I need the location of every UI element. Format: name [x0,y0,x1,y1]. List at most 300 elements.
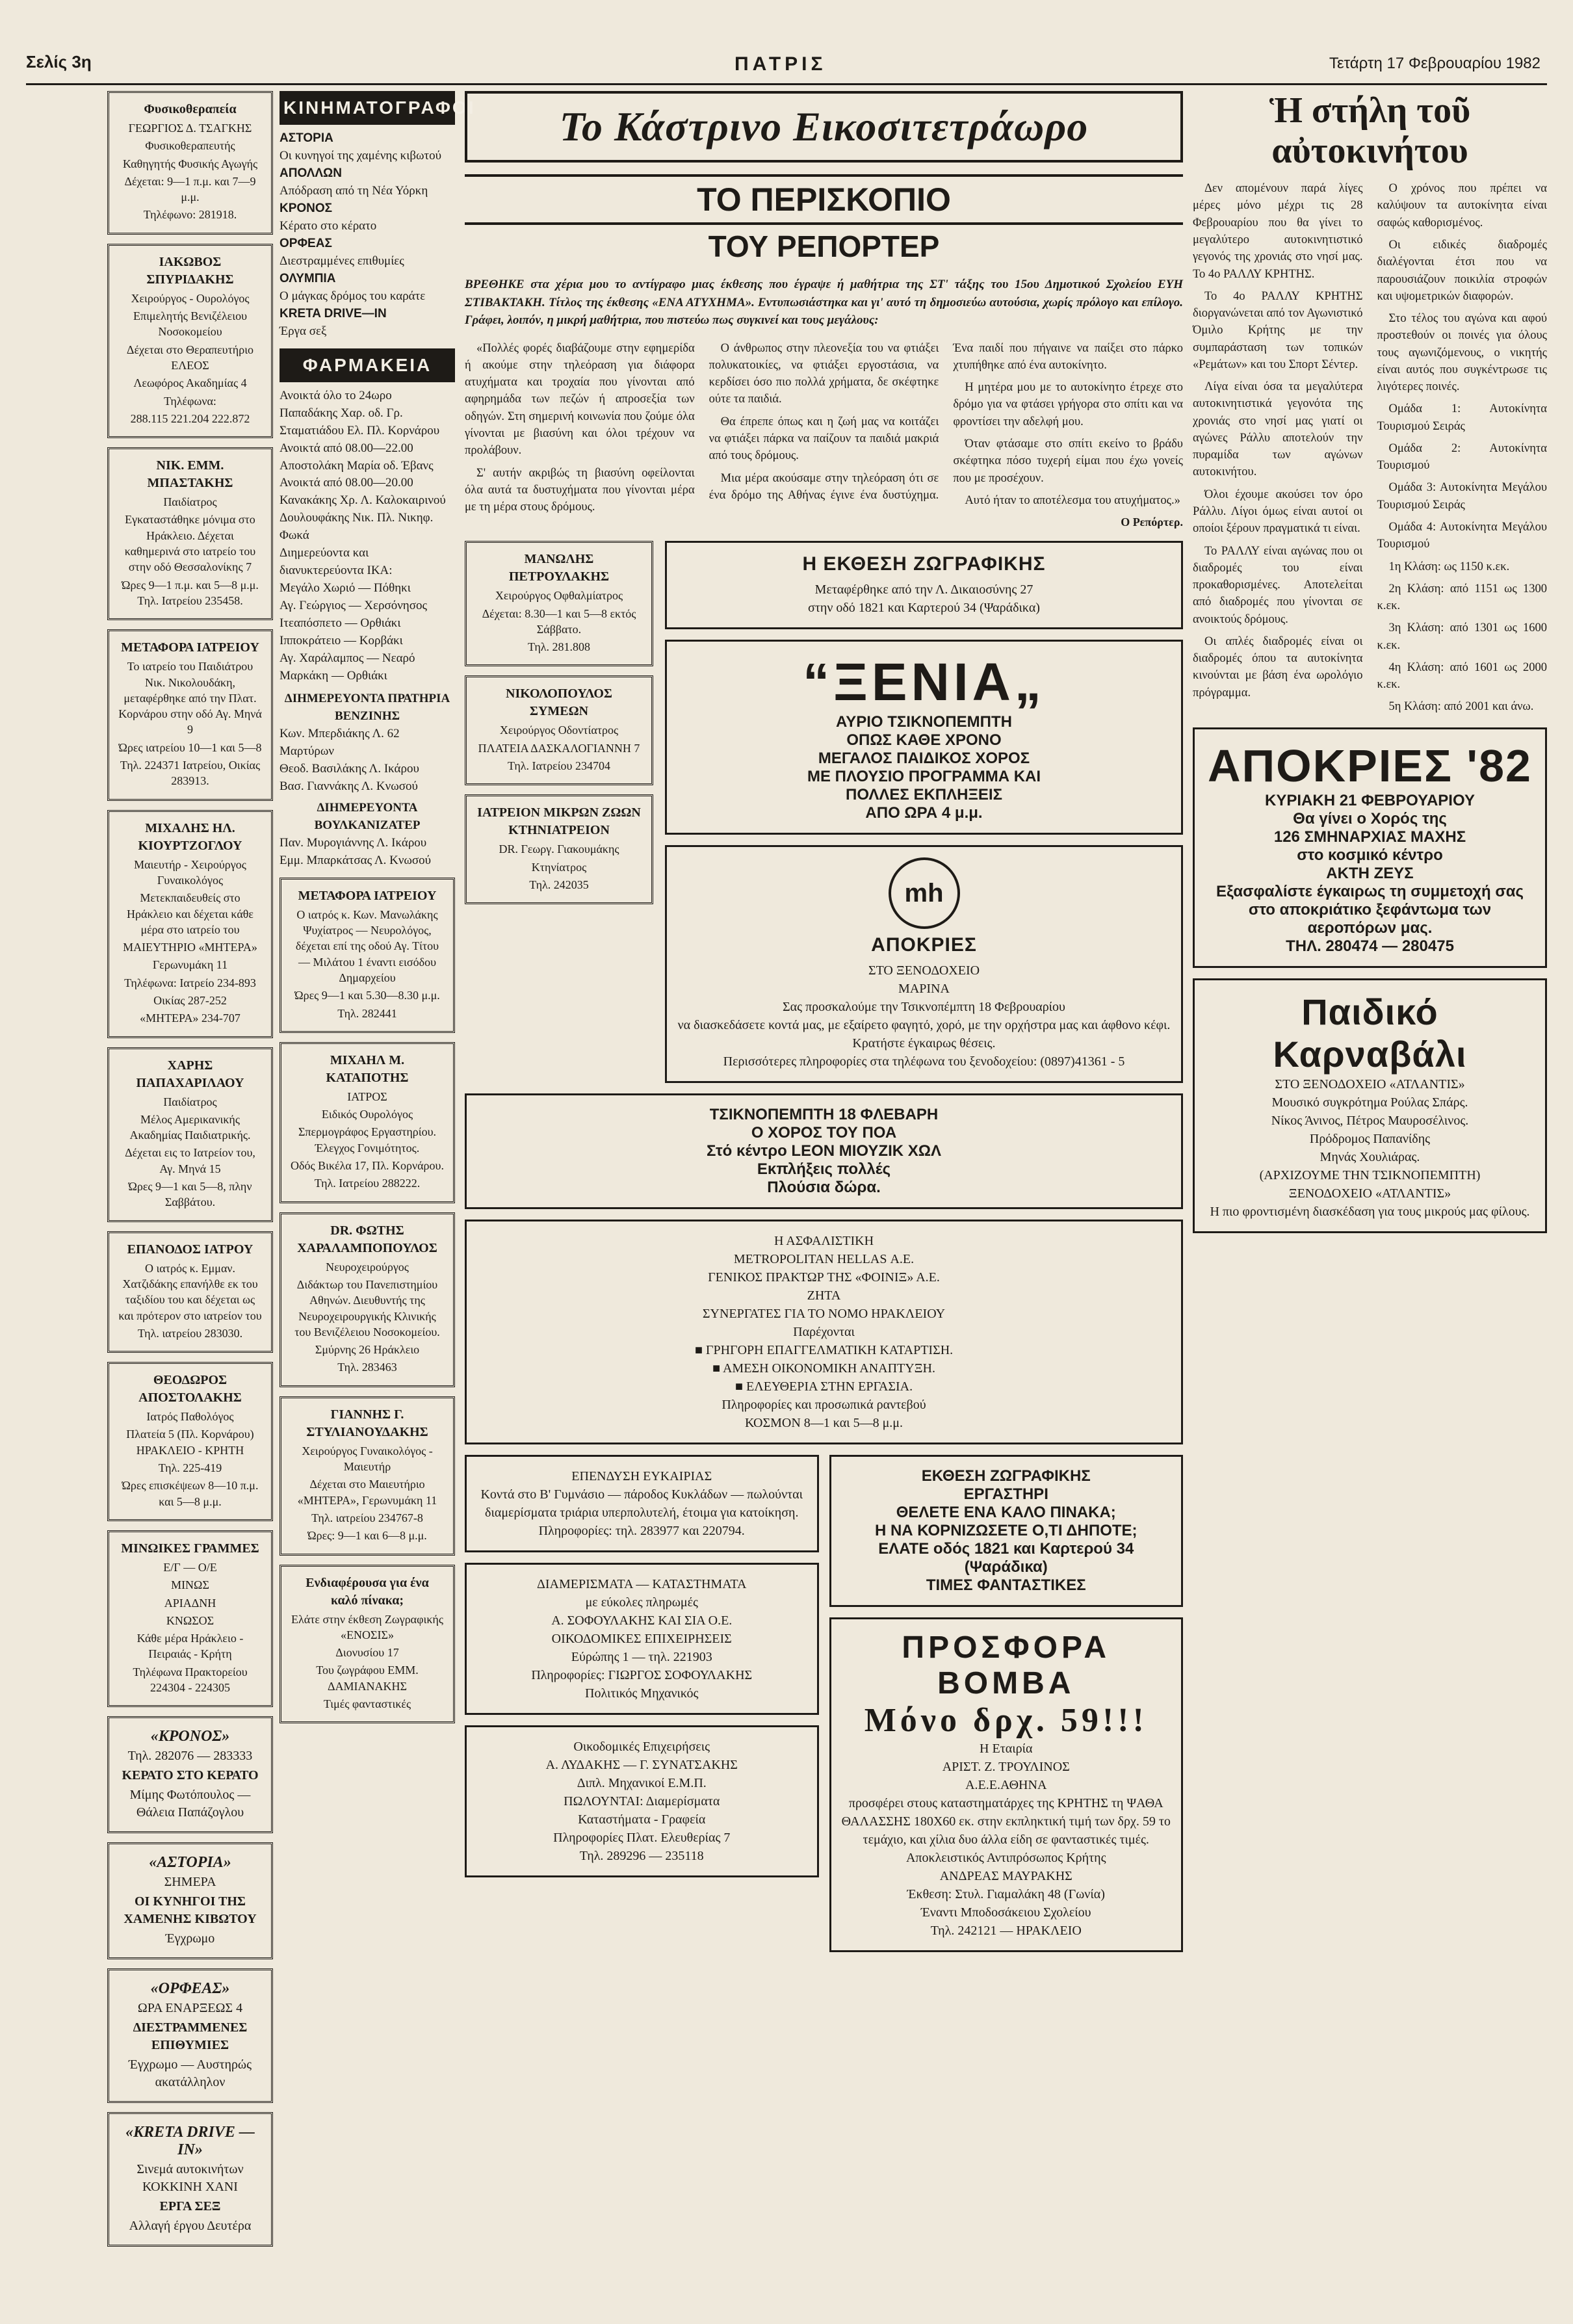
text-line: Τηλ. ιατρείου 234767-8 [311,1511,423,1524]
text-line: Ο άνθρωπος στην πλεονεξία του να φτιάξει πολυκατοικίες, να φτιάξει εργοστάσια, να κερδίσει όσο πιο πολλά χρήματα, δε σκέφτηκε ούτε τα παιδιά. [708,341,939,406]
metropolitan-ad [465,1220,1183,1444]
text-line: Δέχεται στο Μαιευτήριο «ΜΗΤΕΡΑ», Γερωνυμάκη 11 [297,1478,437,1507]
doctor-box [280,1042,455,1203]
text-line: 126 ΣΜΗΝΑΡΧΙΑΣ ΜΑΧΗΣ [1273,828,1466,846]
text-line: ΣΤΟ ΞΕΝΟΔΟΧΕΙΟ «ΑΤΛΑΝΤΙΣ» [1275,1077,1465,1091]
cinema-name: ΑΣΤΟΡΙΑ [280,131,333,145]
text-line: Ώρες επισκέψεων 8—10 π.μ. και 5—8 μ.μ. [122,1479,259,1508]
vulcan-title: ΔΙΗΜΕΡΕΥΟΝΤΑ ΒΟΥΛΚΑΝΙΖΑΤΕΡ [314,800,421,832]
car-column-title: Ἡ στήλη τοῦ αὐτοκινήτου [1269,90,1471,171]
text-line: Χειρούργος Οδοντίατρος [499,724,619,737]
text-line: Εύρώπης 1 — τηλ. 221903 [571,1650,712,1665]
text-line: Ομάδα 1: Αυτοκίνητα Τουρισμού Σειράς [1377,402,1547,433]
text-line: Πρόδρομος Παπανίδης [1309,1131,1431,1146]
cinema-ad-film: ΚΕΡΑΤΟ ΣΤΟ ΚΕΡΑΤΟ [122,1768,259,1783]
text-line: Γερωνυμάκη 11 [152,958,228,972]
cinema-ad-sub: Τηλ. 282076 — 283333 [127,1749,253,1764]
text-line: Έναντι Μποδοσάκειου Σχολείου [920,1905,1091,1920]
notice-title: ΝΙΚ. ΕΜΜ. ΜΠΑΣΤΑΚΗΣ [147,458,233,491]
center-right-ads [665,541,1183,1093]
periscope-title: ΤΟ ΠΕΡΙΣΚΟΠΙΟ [465,174,1183,225]
text-line: με εύκολες πληρωμές [585,1595,698,1610]
text-line: ΙΑΤΡΟΣ [347,1090,387,1103]
text-line: Καταστήματα - Γραφεία [578,1812,706,1827]
text-line: 5η Κλάση: από 2001 και άνω. [1388,700,1534,714]
text-line: Ανοικτά από 08.00—22.00 [280,441,413,455]
xenia-title: “ΞΕΝΙΑ„ [803,653,1045,712]
text-line: Παπαδάκης Χαρ. οδ. Γρ. Σταματιάδου Ελ. Πλ. Κορνάρου [280,406,440,437]
xenia-ad [665,640,1183,835]
pharmacy-list [280,387,455,685]
text-line: Οδός Βικέλα 17, Πλ. Κορνάρου. [291,1159,444,1173]
text-line: Όλοι έχουμε ακούσει τον όρο Ράλλυ. Λίγοι όμως είναι αυτοί οι οποίοι ξέρουν πραγματικά τι είναι. [1193,488,1363,536]
text-line: Αποστολάκη Μαρία οδ. Έβανς [280,458,434,473]
ekthesi2-ad [829,1455,1184,1607]
text-line: να διασκεδάσετε κοντά μας, με εξαίρετο φαγητό, χορό, με την ορχήστρα μας και άφθονο κέφι. [677,1018,1171,1033]
text-line: «Πολλές φορές διαβάζουμε στην εφημερίδα ή ακούμε στην τηλεόραση για διάφορα ατυχήματα και τροχαία που γίνονται από αφηρημάδα των πεζών ή απροσεξία των οδηγών. Στη σημερινή κοινωνία που ζούμε όλα γίνονται με βιασύνη και όλοι τρέχουν να προλάβουν. [465,341,695,458]
text-line: Ώρες 9—1 και 5.30—8.30 μ.μ. [294,989,440,1002]
banner-title: Το Κάστρινο Εικοσιτετράωρο [559,103,1089,150]
text-line: ΓΕΩΡΓΙΟΣ Δ. ΤΣΑΓΚΗΣ [128,122,252,135]
text-line: Τηλ. 242121 — ΗΡΑΚΛΕΙΟ [930,1924,1082,1939]
second-column [280,91,476,1732]
text-line: ΕΠΕΝΔΥΣΗ ΕΥΚΑΙΡΙΑΣ [571,1469,712,1484]
vulcan-list [280,835,455,870]
notice-box [107,244,273,438]
text-line: Δέχεται: 9—1 π.μ. και 7—9 μ.μ. [124,174,256,204]
mid-ad-name: ΝΙΚΟΛΟΠΟΥΛΟΣ ΣΥΜΕΩΝ [506,686,612,719]
mid-ad-box [465,541,653,666]
text-line: ■ ΑΜΕΣΗ ΟΙΚΟΝΟΜΙΚΗ ΑΝΑΠΤΥΞΗ. [712,1361,935,1376]
text-line: ΑΚΤΗ ΖΕΥΣ [1326,864,1414,882]
text-line: ΜΙΝΩΣ [171,1578,209,1592]
text-line: Τηλέφωνο: 281918. [143,208,237,222]
text-line: Μουσικό συγκρότημα Ρούλας Σπάρς. [1271,1095,1468,1110]
cinema-ad-film: ΔΙΕΣΤΡΑΜΜΕΝΕΣ ΕΠΙΘΥΜΙΕΣ [133,2020,248,2053]
right-column [1193,91,1547,1244]
marina-logo: mh [889,857,960,929]
text-line: Η μητέρα μου με το αυτοκίνητο έτρεχε στο δρόμο για να φτάσει γρήγορα στο σπίτι και να φροντίσει την αδελφή μου. [953,381,1183,428]
text-line: 2η Κλάση: από 1151 ως 1300 κ.εκ. [1377,582,1547,613]
apokries82-ad [1193,727,1547,968]
cinema-list [280,130,455,341]
doctor-title: ΓΙΑΝΝΗΣ Γ. ΣΤΥΛΙΑΝΟΥΔΑΚΗΣ [306,1407,428,1439]
periscope-heading [465,174,1183,264]
doctor-title: Ενδιαφέρουσα για ένα καλό πίνακα; [306,1575,429,1608]
text-line: Σπερμογράφος Εργαστηρίου. Έλεγχος Γονιμότητος. [298,1125,437,1155]
text-line: Μηνάς Χουλιάρας. [1320,1149,1420,1164]
doctor-title: DR. ΦΩΤΗΣ ΧΑΡΑΛΑΜΠΟΠΟΥΛΟΣ [297,1223,437,1255]
marina-title: ΑΠΟΚΡΙΕΣ [871,934,977,956]
text-line: Τηλ. Ιατρείου 234704 [508,759,610,773]
cinema-ad-sub: ΩΡΑ ΕΝΑΡΞΕΩΣ 4 [137,2001,243,2016]
cinema-ad-cast: Μίμης Φωτόπουλος — Θάλεια Παπάζογλου [129,1788,251,1820]
text-line: Μαιευτήρ - Χειρούργος Γυναικολόγος [134,857,246,887]
text-line: Βασ. Γιαννάκης Λ. Κνωσού [280,779,418,793]
text-line: ΠΩΛΟΥΝΤΑΙ: Διαμερίσματα [564,1794,720,1809]
text-line: Οι απλές διαδρομές είναι οι διαδρομές όπου τα αυτοκίνητα κινούνται με βάση ένα ωρολόγιο πρόγραμμα. [1193,634,1363,699]
cinema-ad-film: ΟΙ ΚΥΝΗΓΟΙ ΤΗΣ ΧΑΜΕΝΗΣ ΚΙΒΩΤΟΥ [124,1894,257,1927]
cinema-name: ΚΡΟΝΟΣ [280,201,333,215]
text-line: Εξασφαλίστε έγκαιρως τη συμμετοχή σας [1216,882,1524,900]
text-line: Τηλ. ιατρείου 283030. [137,1326,243,1340]
apokries82-title: ΑΠΟΚΡΙΕΣ '82 [1208,740,1532,791]
ekthesi-ad [665,541,1183,629]
cinema-film: Έργα σεξ [280,324,327,338]
text-line: Λίγα είναι όσα τα μεγαλύτερα αυτοκινητιστικά γεγονότα της χρονιάς στο νησί μας γιατί οι αγώνες Ράλλυ αποτελούν την πυραμίδα των αγώνων αυτοκινήτου. [1193,380,1363,479]
text-line: ΣΤΟ ΞΕΝΟΔΟΧΕΙΟ [868,963,980,978]
text-line: Τιμές φανταστικές [323,1697,411,1710]
text-line: ΕΛΑΤΕ οδός 1821 και Καρτερού 34 [878,1540,1134,1558]
article-signature: Ο Ρεπόρτερ. [1121,516,1183,529]
diamerismata-ad [465,1563,819,1715]
marina-ad [665,845,1183,1083]
text-line: Τηλέφωνα: [164,394,216,408]
cinema-ad-title: «KRETA DRIVE — IN» [125,2124,255,2159]
text-line: Περισσότερες πληροφορίες στα τηλέφωνα του ξενοδοχείου: (0897)41361 - 5 [723,1054,1125,1069]
mid-ad-box [465,794,653,904]
text-line: Τηλ. 225-419 [158,1461,222,1475]
text-line: Φυσικοθεραπευτής [145,139,235,153]
text-line: Θα έπρεπε όπως και η ζωή μας να κοιτάζει να φτιάξει πάρκα να παίζουν τα παιδιά μακριά από τους δρόμους. [708,415,939,463]
text-line: 4η Κλάση: από 1601 ως 2000 κ.εκ. [1377,660,1547,692]
text-line: Δέχεται στο Θεραπευτήριο ΕΛΕΟΣ [126,343,254,372]
text-line: Στό κέντρο LEON ΜΙΟΥΖΙΚ ΧΩΛ [706,1142,942,1160]
doctor-title: ΜΙΧΑΗΛ Μ. ΚΑΤΑΠΟΤΗΣ [326,1052,409,1085]
text-line: Αποκλειστικός Αντιπρόσωπος Κρήτης [905,1851,1106,1866]
fuel-title: ΔΙΗΜΕΡΕΥΟΝΤΑ ΠΡΑΤΗΡΙΑ ΒΕΝΖΙΝΗΣ [284,692,450,724]
text-line: Χειρούργος Γυναικολόγος - Μαιευτήρ [302,1444,433,1474]
text-line: ΕΚΘΕΣΗ ΖΩΓΡΑΦΙΚΗΣ [921,1467,1091,1485]
cinema-film: Κέρατο στο κέρατο [280,218,377,233]
text-line: DR. Γεωργ. Γιακουμάκης [499,842,619,856]
fuel-list [280,725,455,796]
notice-title: ΘΕΟΔΩΡΟΣ ΑΠΟΣΤΟΛΑΚΗΣ [138,1373,242,1405]
text-line: ΚΥΡΙΑΚΗ 21 ΦΕΒΡΟΥΑΡΙΟΥ [1265,791,1475,809]
text-line: Παρέχονται [793,1325,855,1340]
page-header [26,46,1547,85]
text-line: Ομάδα 4: Αυτοκίνητα Μεγάλου Τουρισμού [1377,520,1547,551]
doctor-box [280,878,455,1033]
text-line: Ιπποκράτειο — Κορβάκι [280,634,403,648]
text-line: Εμμ. Μπαρκάτσας Λ. Κνωσού [280,853,432,867]
text-line: ΕΡΓΑΣΤΗΡΙ [963,1485,1048,1504]
karnavali-ad [1193,978,1547,1233]
cinema-ad-film: ΕΡΓΑ ΣΕΞ [159,2199,221,2214]
text-line: Σμύρνης 26 Ηράκλειο [315,1343,420,1357]
text-line: Μεταφέρθηκε από την Λ. Δικαιοσύνης 27 [814,582,1034,597]
text-line: Κανακάκης Χρ. Λ. Καλοκαιρινού [280,493,446,508]
text-line: Καθηγητής Φυσικής Αγωγής [122,157,258,170]
notice-box [107,1047,273,1222]
text-line: ΚΟΣΜΟΝ 8—1 και 5—8 μ.μ. [744,1416,904,1431]
cinema-ad-sub: Σινεμά αυτοκινήτων ΚΟΚΚΙΝΗ ΧΑΝΙ [136,2162,244,2195]
text-line: στο κοσμικό κέντρο [1297,846,1443,864]
cinema-name: KRETA DRIVE—IN [280,306,387,320]
cinema-film: Διεστραμμένες επιθυμίες [280,254,404,268]
text-line: Οι ειδικές διαδρομές διαλέγονται έτσι που να παρουσιάζουν ποικιλία στροφών και υψομετρικών διαφορών. [1377,238,1547,303]
text-line: ΚΝΩΣΟΣ [166,1613,214,1627]
notice-title: ΧΑΡΗΣ ΠΑΠΑΧΑΡΙΛΑΟΥ [136,1058,244,1090]
text-line: ΑΡΙΣΤ. Ζ. ΤΡΟΥΛΙΝΟΣ [942,1760,1070,1775]
text-line: Αγ. Γεώργιος — Χερσόνησος [280,599,428,613]
text-line: Η ΝΑ ΚΟΡΝΙΖΩΣΕΤΕ Ο,ΤΙ ΔΗΠΟΤΕ; [874,1522,1138,1540]
doctor-box [280,1212,455,1387]
reporter-title: ΤΟΥ ΡΕΠΟΡΤΕΡ [708,229,940,263]
text-line: Ομάδα 2: Αυτοκίνητα Τουρισμού [1377,441,1547,473]
mid-ad-name: ΙΑΤΡΕΙΟΝ ΜΙΚΡΩΝ ΖΩΩΝ ΚΤΗΝΙΑΤΡΕΙΟΝ [477,805,641,838]
notice-title: Φυσικοθεραπεία [144,102,237,116]
mid-doctor-ads [465,541,653,1093]
text-line: Ώρες 9—1 π.μ. και 5—8 μ.μ. Τηλ. Ιατρείου 235458. [122,578,259,607]
center-ads [465,541,1183,1093]
text-line: Ελάτε στην έκθεση Ζωγραφικής «ΕΝΟΣΙΣ» [291,1612,443,1641]
cinema-ad-sub: ΣΗΜΕΡΑ [164,1875,216,1890]
cinema-film: Οι κυνηγοί της χαμένης κιβωτού [280,148,442,163]
text-line: Ανοικτά από 08.00—20.00 [280,476,413,490]
text-line: ΜΕ ΠΛΟΥΣΙΟ ΠΡΟΓΡΑΜΜΑ ΚΑΙ [807,768,1041,786]
text-line: 1η Κλάση: ως 1150 κ.εκ. [1388,560,1510,573]
text-line: Διπλ. Μηχανικοί Ε.Μ.Π. [577,1776,707,1791]
text-line: Διδάκτωρ του Πανεπιστημίου Αθηνών. Διευθυντής της Νευροχειρουργικής Κλινικής του Βενιζέλειου Νοσοκομείου. [294,1277,440,1338]
text-line: Τηλέφωνα: Ιατρείο 234-893 [124,976,256,989]
text-line: Η ΑΣΦΑΛΙΣΤΙΚΗ [774,1234,874,1249]
cinema-ad-title: «ΟΡΦΕΑΣ» [150,1980,230,1998]
text-line: Σας προσκαλούμε την Τσικνοπέμπτη 18 Φεβρουαρίου [783,1000,1065,1015]
text-line: Εγκαταστάθηκε μόνιμα στο Ηράκλειο. Δέχεται καθημερινά στο ιατρείο του στην οδό Θεσσαλονίκης 7 [124,513,256,574]
text-line: Ώρες 9—1 και 5—8, πλην Σαββάτου. [128,1180,252,1209]
text-line: στην οδό 1821 και Καρτερού 34 (Ψαράδικα) [808,601,1040,616]
text-line: Κάθε μέρα Ηράκλειο - Πειραιάς - Κρήτη [136,1632,244,1661]
text-line: Μετεκπαιδευθείς στο Ηράκλειο και δέχεται κάθε μέρα στο ιατρείο του [127,891,254,936]
text-line: Δέχεται: 8.30—1 και 5—8 εκτός Σάββατο. [482,607,636,636]
text-line: Μια μέρα ακούσαμε στην τηλεόραση ότι σε ένα δρόμο της Αθήνας έγινε ένα δυστύχημα. Ένα παιδί που πήγαινε να παίξει στο πάρκο χτυπήθηκε από ένα αυτοκίνητο. [708,341,1183,502]
text-line: Τηλέφωνα Πρακτορείου 224304 - 224305 [133,1665,248,1694]
vomva-ad [829,1617,1184,1952]
vomva-price: Μόνο δρχ. 59!!! [864,1702,1148,1740]
text-line: «ΜΗΤΕΡΑ» 234-707 [140,1012,240,1025]
text-line: Ειδικός Ουρολόγος [321,1108,413,1121]
text-line: Πολιτικός Μηχανικός [585,1686,699,1701]
text-line: Αυτό ήταν το αποτέλεσμα του ατυχήματος.» [965,493,1180,507]
text-line: Μαρκάκη — Ορθιάκι [280,669,387,683]
text-line: ΑΥΡΙΟ ΤΣΙΚΝΟΠΕΜΠΤΗ [836,713,1012,731]
cinema-ad-cast: Έγχρωμο — Αυστηρώς ακατάλληλον [128,2057,252,2090]
text-line: Το ιατρείο του Παιδιάτρου Νικ. Νικολουδάκη, μεταφέρθηκε από την Πλατ. Κορνάρου στην οδό Αγ. Μηνά 9 [118,660,262,737]
notice-title: ΙΑΚΩΒΟΣ ΣΠΥΡΙΔΑΚΗΣ [146,254,234,287]
text-line: (Ψαράδικα) [964,1558,1048,1576]
text-line: Διονυσίου 17 [335,1646,399,1660]
vomva-title: ΠΡΟΣΦΟΡΑ ΒΟΜΒΑ [902,1630,1111,1701]
notice-title: ΜΕΤΑΦΟΡΑ ΙΑΤΡΕΙΟΥ [121,640,259,655]
text-line: ΞΕΝΟΔΟΧΕΙΟ «ΑΤΛΑΝΤΙΣ» [1288,1186,1451,1201]
notice-box [107,810,273,1038]
text-line: Πληροφορίες: ΓΙΩΡΓΟΣ ΣΟΦΟΥΛΑΚΗΣ [531,1668,753,1683]
ekthesi-title: Η ΕΚΘΕΣΗ ΖΩΓΡΑΦΙΚΗΣ [802,553,1046,575]
second-column-doctors [280,878,455,1724]
text-line: Ανοικτά όλο το 24ωρο [280,388,392,402]
text-line: ΤΙΜΕΣ ΦΑΝΤΑΣΤΙΚΕΣ [926,1576,1086,1595]
text-line: Ε/Γ — Ο/Ε [163,1560,217,1574]
text-line: Ο ΧΟΡΟΣ ΤΟΥ ΠΟΑ [751,1124,897,1142]
article-body [465,340,1183,516]
lydakis-ad [465,1725,819,1877]
notice-box [107,629,273,800]
text-line: Τηλ. 289296 — 235118 [579,1849,704,1864]
text-line: Νευροχειρούργος [326,1260,409,1273]
text-line: Παν. Μυρογιάννης Λ. Ικάρου [280,835,427,850]
text-line: Τηλ. 283463 [337,1361,397,1374]
center-column [465,91,1183,1963]
cinema-ad [107,1716,273,1833]
text-line: ΜΑΡΙΝΑ [898,982,950,997]
masthead: ΠΑΤΡΙΣ [734,53,827,75]
text-line: ΑΡΙΑΔΝΗ [164,1596,216,1610]
text-line: Πλατεία 5 (Πλ. Κορνάρου) ΗΡΑΚΛΕΙΟ - ΚΡΗΤΗ [126,1428,254,1457]
text-line: Χειρούργος - Ουρολόγος [131,291,250,305]
text-line: Τηλ. Ιατρείου 288222. [314,1177,421,1190]
doctor-box [280,1396,455,1556]
text-line: Δουλουφάκης Νικ. Πλ. Νικηφ. Φωκά [280,511,434,543]
pharmacy-section-title: ΦΑΡΜΑΚΕΙΑ [280,348,455,382]
car-column-body [1193,180,1547,715]
text-line: Δέχεται εις το Ιατρείον του, Αγ. Μηνά 15 [125,1146,255,1175]
text-line: Του ζωγράφου ΕΜΜ. ΔΑΜΙΑΝΑΚΗΣ [316,1664,419,1693]
text-line: ΖΗΤΑ [807,1288,841,1303]
notice-box [107,91,273,235]
cinema-ad-cast: Αλλαγή έργου Δευτέρα [129,2219,252,2234]
text-line: Χειρούργος Οφθαλμίατρος [495,589,623,603]
text-line: Ιατρός Παθολόγος [146,1410,234,1424]
text-line: Πλούσια δώρα. [767,1179,881,1197]
notice-title: ΕΠΑΝΟΔΟΣ ΙΑΤΡΟΥ [127,1242,254,1257]
text-line: Ο ιατρός κ. Εμμαν. Χατζιδάκης επανήλθε εκ του ταξιδίου του και δέχεται ως και πρότερον στο ιατρείον του [118,1261,262,1322]
cinema-name: ΑΠΟΛΛΩΝ [280,166,343,180]
text-line: Α. ΣΟΦΟΥΛΑΚΗΣ ΚΑΙ ΣΙΑ Ο.Ε. [551,1613,733,1628]
text-line: ΤΗΛ. 280474 — 280475 [1286,937,1454,955]
text-line: Η πιο φροντισμένη διασκέδαση για τους μικρούς μας φίλους. [1210,1204,1530,1219]
text-line: προσφέρει στους καταστηματάρχες της ΚΡΗΤΗΣ τη ΨΑΘΑ ΘΑΛΑΣΣΗΣ 180Χ60 εκ. στην εκπληκτική τιμή των δρχ. 59 το τεμάχιο, και χίλια δυο άλλα είδη σε φανταστικές τιμές. [841,1796,1171,1847]
cinema-film: Ο μάγκας δρόμος του καράτε [280,289,426,303]
text-line: Παιδίατρος [163,1095,217,1108]
notice-box [107,447,273,620]
text-line: Τηλ. 281.808 [528,640,590,654]
text-line: ΘΕΛΕΤΕ ΕΝΑ ΚΑΛΟ ΠΙΝΑΚΑ; [896,1504,1116,1522]
text-line: Ο χρόνος που πρέπει να καλύψουν τα αυτοκίνητα είναι σαφώς καθορισμένος. [1377,182,1547,229]
text-line: 3η Κλάση: από 1301 ως 1600 κ.εκ. [1377,621,1547,652]
cinema-ad-title: «ΚΡΟΝΟΣ» [150,1728,230,1745]
text-line: Σ' αυτήν ακριβώς τη βιασύνη οφείλονται όλα αυτά τα δυστυχήματα που γίνονται μέρα με τη μέρα στους δρόμους. [465,466,695,514]
mid-ad-name: ΜΑΝΩΛΗΣ ΠΕΤΡΟΥΛΑΚΗΣ [508,552,610,584]
text-line: Εκπλήξεις πολλές [757,1160,891,1179]
text-line: ΜΑΙΕΥΤΗΡΙΟ «ΜΗΤΕΡΑ» [123,941,257,954]
text-line: ΑΠΟ ΩΡΑ 4 μ.μ. [865,804,983,822]
doctor-box [280,1565,455,1724]
notice-box [107,1231,273,1353]
article-intro: ΒΡΕΘΗΚΕ στα χέρια μου το αντίγραφο μιας έκθεσης που έγραψε ή μαθήτρια της ΣΤ' τάξης του 15ου Δημοτικού Σχολείου ΕΥΗ ΣΤΙΒΑΚΤΑΚΗ. Τίτλος της έκθεσης «ΕΝΑ ΑΤΥΧΗΜΑ». Εντυπωσιάστηκα και γι' αυτό τη δημοσιεύω αυτούσια, χωρίς πρόλογο και επίλογο. Γράφει, λοιπόν, η μικρή μαθήτρια, που πιστεύω πως συγκινεί και τους μεγάλους: [465,278,1183,328]
text-line: Λεωφόρος Ακαδημίας 4 [133,376,247,390]
text-line: Τηλ. 282441 [337,1006,397,1020]
text-line: Ώρες ιατρείου 10—1 και 5—8 [118,740,262,754]
text-line: Μέλος Αμερικανικής Ακαδημίας Παιδιατρικής. [129,1112,251,1142]
text-line: Τηλ. 242035 [529,878,589,891]
text-line: Κρατήστε έγκαιρως θέσεις. [852,1036,996,1051]
text-line: Α. ΛΥΔΑΚΗΣ — Γ. ΣΥΝΑΤΣΑΚΗΣ [545,1758,738,1773]
text-line: ΟΙΚΟΔΟΜΙΚΕΣ ΕΠΙΧΕΙΡΗΣΕΙΣ [551,1632,732,1647]
text-line: Παιδίατρος [163,495,217,509]
text-line: Ώρες: 9—1 και 6—8 μ.μ. [307,1529,427,1543]
text-line: METROPOLITAN HELLAS Α.Ε. [733,1252,915,1267]
text-line: ΣΥΝΕΡΓΑΤΕΣ ΓΙΑ ΤΟ ΝΟΜΟ ΗΡΑΚΛΕΙΟΥ [702,1307,946,1322]
text-line: Α.Ε.Ε.ΑΘΗΝΑ [965,1778,1047,1793]
text-line: Πληροφορίες και προσωπικά ραντεβού [722,1398,926,1413]
text-line: Αγ. Χαράλαμπος — Νεαρό [280,651,415,666]
text-line: Πληροφορίες Πλατ. Ελευθερίας 7 [553,1831,731,1846]
text-line: (ΑΡΧΙΖΟΥΜΕ ΤΗΝ ΤΣΙΚΝΟΠΕΜΠΤΗ) [1259,1168,1481,1182]
text-line: Μεγάλο Χωριό — Πόθηκι [280,581,411,595]
issue-date: Τετάρτη 17 Φεβρουαρίου 1982 [1329,55,1540,72]
notice-title: ΜΙΝΩΙΚΕΣ ΓΡΑΜΜΕΣ [121,1541,259,1556]
text-line: ΤΣΙΚΝΟΠΕΜΠΤΗ 18 ΦΛΕΒΑΡΗ [709,1106,939,1124]
text-line: Κτηνίατρος [531,860,587,874]
mid-ad-box [465,675,653,785]
text-line: στο αποκριάτικο ξεφάντωμα των αεροπόρων μας. [1248,900,1492,937]
text-line: ■ ΕΛΕΥΘΕΡΙΑ ΣΤΗΝ ΕΡΓΑΣΙΑ. [734,1379,913,1394]
cinema-film: Απόδραση από τη Νέα Υόρκη [280,183,428,198]
header-rule [26,83,1547,85]
text-line: Οικοδομικές Επιχειρήσεις [573,1740,710,1755]
text-line: ΠΛΑΤΕΙΑ ΔΑΣΚΑΛΟΓΙΑΝΝΗ 7 [478,741,640,755]
text-line: Δεν απομένουν παρά λίγες μέρες μόνο μέχρι τις 28 Φεβρουαρίου που θα γίνει το μεγαλύτερο αυτοκινητιστικό γεγονός της χρονιάς στο νησί μας. Το 4ο ΡΑΛΛΥ ΚΡΗΤΗΣ. [1193,182,1363,281]
notice-box [107,1530,273,1707]
text-line: Θεοδ. Βασιλάκης Λ. Ικάρου [280,761,419,776]
cinema-ad [107,1968,273,2103]
text-line: Διημερεύοντα και διανυκτερεύοντα ΙΚΑ: [280,546,393,578]
text-line: Θα γίνει ο Χορός της [1293,809,1447,828]
text-line: Τηλ. 224371 Ιατρείου, Οικίας 283913. [120,759,261,788]
text-line: ΠΟΛΛΕΣ ΕΚΠΛΗΞΕΙΣ [846,786,1002,804]
cinema-ad-title: «ΑΣΤΟΡΙΑ» [149,1854,231,1872]
text-line: Κων. Μπερδιάκης Λ. 62 Μαρτύρων [280,727,400,758]
text-line: Κοντά στο Β' Γυμνάσιο — πάροδος Κυκλάδων — πωλούνται διαμερίσματα τριάρια υπερπολυτελή, έτοιμα για κατοίκηση. [480,1487,803,1521]
left-column [107,91,273,2256]
bottom-ads [465,1455,1183,1963]
text-line: Νίκος Άνινος, Πέτρος Μαυροσέλινος. [1271,1113,1469,1128]
text-line: Η Εταιρία [980,1742,1033,1756]
poa-ad [465,1093,1183,1209]
text-line: Το ΡΑΛΛΥ είναι αγώνας που οι διαδρομές του είναι προκαθορισμένες. Αποτελείται από διαδρομές που γίνονται σε ανοικτούς δρόμους. [1193,544,1363,626]
notice-title: ΜΙΧΑΛΗΣ ΗΛ. ΚΙΟΥΡΤΖΟΓΛΟΥ [138,820,242,853]
text-line: Το 4ο ΡΑΛΛΥ ΚΡΗΤΗΣ διοργανώνεται από τον Αγωνιστικό Όμιλο Κρήτης με την συμπαράσταση των τοπικών «Ρεμάτων» και του Σπορτ Σέντερ. [1193,289,1363,371]
cinema-ad [107,2112,273,2247]
karnavali-title: Παιδικό Καρναβάλι [1273,991,1467,1075]
text-line: Ο ιατρός κ. Κων. Μανωλάκης Ψυχίατρος — Νευρολόγος, δέχεται επί της οδού Αγ. Τίτου — Μιλάτου 1 έναντι εισόδου Δημαρχείου [295,907,439,984]
text-line: Όταν φτάσαμε στο σπίτι εκείνο το βράδυ σκέφτηκα πόσο τυχερή είμαι που έχω γονείς που με προσέχουν. [953,437,1183,485]
text-line: Επιμελητής Βενιζέλειου Νοσοκομείου [133,309,247,339]
banner [465,91,1183,163]
text-line: ΑΝΔΡΕΑΣ ΜΑΥΡΑΚΗΣ [939,1869,1072,1884]
ependysi-ad [465,1455,819,1552]
text-line: Οικίας 287-252 [153,993,227,1007]
text-line: Πληροφορίες: τηλ. 283977 και 220794. [538,1524,745,1539]
page-number: Σελίς 3η [26,52,92,72]
text-line: Στο τέλος του αγώνα και αφού προστεθούν οι ποινές για όλους τους αγωνιζόμενους, ο νικητής είναι αυτός που συγκέντρωσε τις λιγότερες ποινές. [1377,312,1547,394]
notice-box [107,1362,273,1521]
text-line: ΔΙΑΜΕΡΙΣΜΑΤΑ — ΚΑΤΑΣΤΗΜΑΤΑ [536,1577,747,1592]
text-line: ΟΠΩΣ ΚΑΘΕ ΧΡΟΝΟ [846,731,1002,750]
text-line: ΜΕΓΑΛΟΣ ΠΑΙΔΙΚΟΣ ΧΟΡΟΣ [818,750,1030,768]
cinema-ad-cast: Έγχρωμο [165,1931,215,1946]
